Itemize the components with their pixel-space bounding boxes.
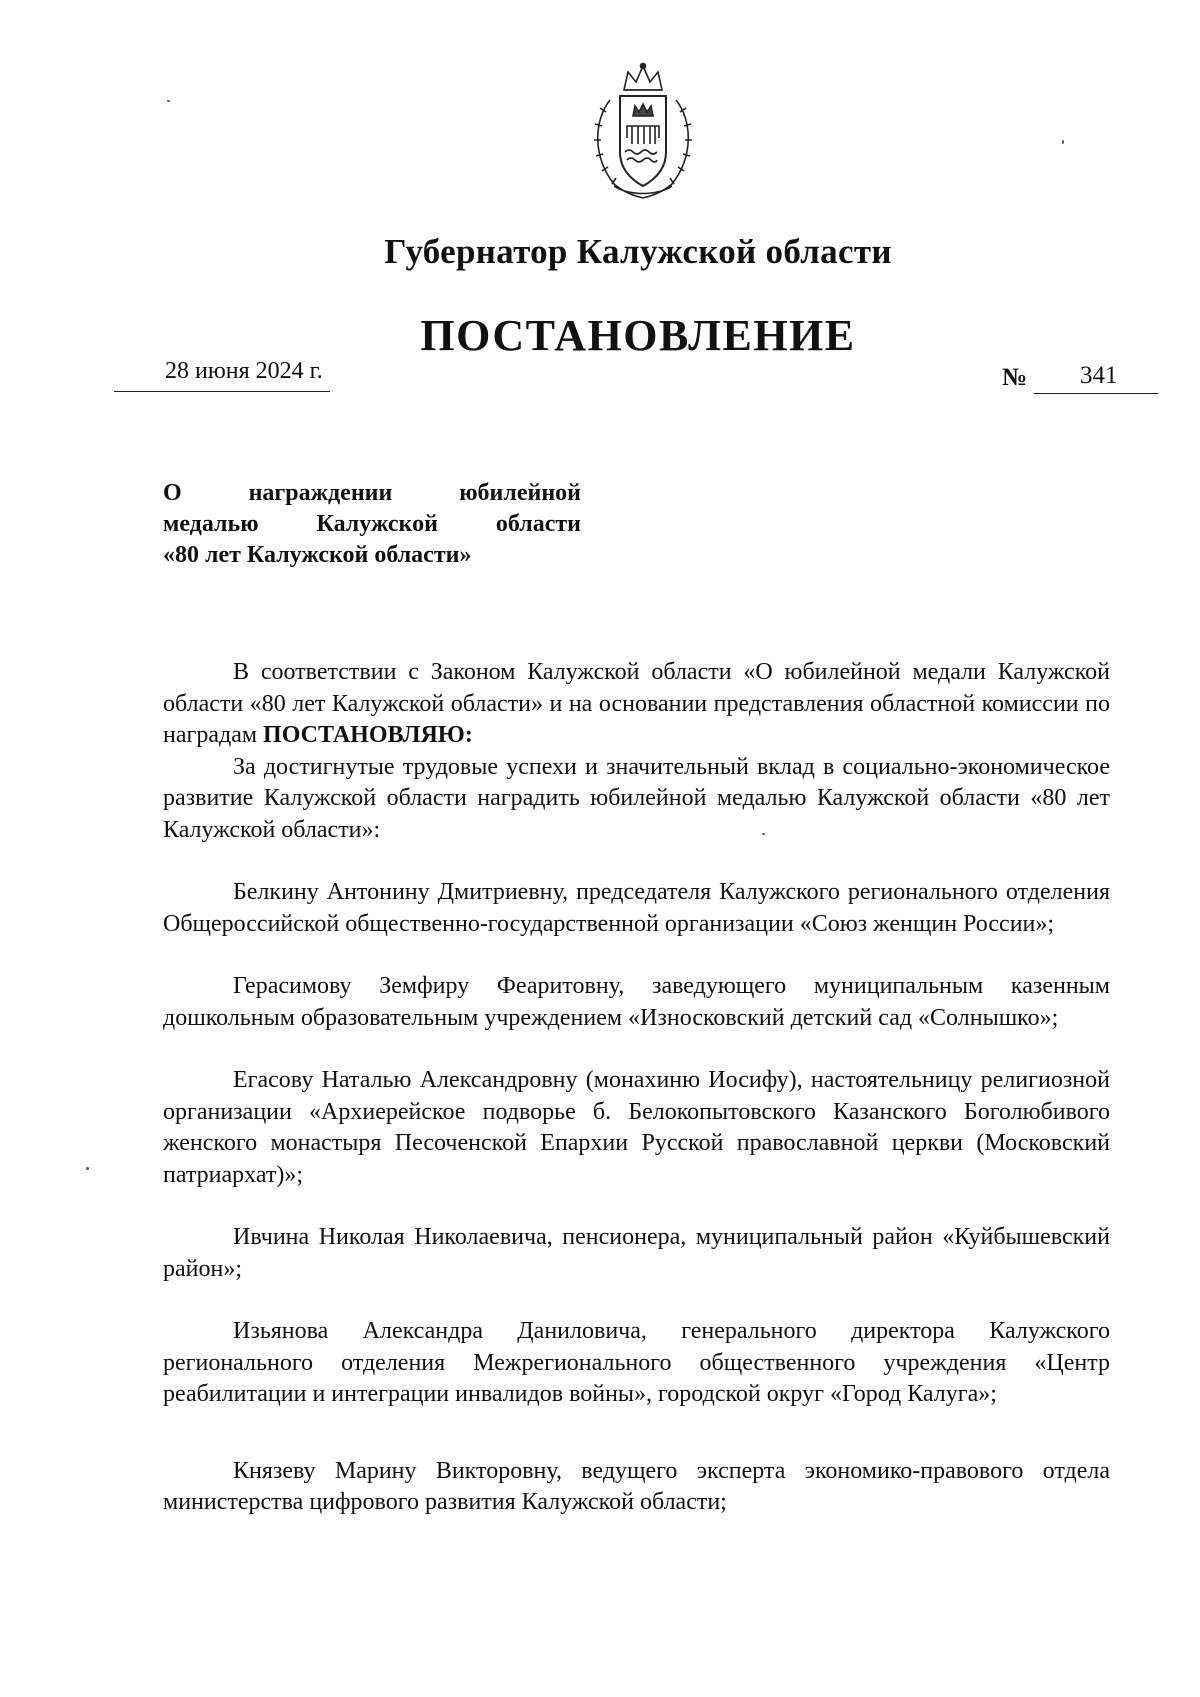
intro-text: В соответствии с Законом Калужской области «О юбилейной медали Калужской области «80 лет Калужской области» и на основании представления областной комиссии по наградам <box>163 659 1110 748</box>
awardee-paragraph: Князеву Марину Викторовну, ведущего эксперта экономико-правового отдела министерства цифрового развития Калужской области; <box>163 1457 1110 1515</box>
awardee-paragraph: Ивчина Николая Николаевича, пенсионера, муниципальный район «Куйбышевский район»; <box>163 1224 1110 1282</box>
scan-speck <box>1062 140 1064 144</box>
document-body <box>163 657 1110 1519</box>
number-sign: № <box>1002 364 1028 391</box>
scan-speck <box>167 100 170 102</box>
subject-line: О награждении юбилейной <box>163 480 581 506</box>
subject-line: медалью Калужской области <box>163 511 581 537</box>
awardee-paragraph: Герасимову Земфиру Феаритовну, заведующего муниципальным казенным дошкольным образовательным учреждением «Износковский детский сад «Солнышко»; <box>163 973 1110 1031</box>
document-number: 341 <box>1080 362 1118 389</box>
coat-of-arms-emblem <box>580 60 706 202</box>
issuing-authority: Губернатор Калужской области <box>384 232 892 271</box>
awardee-paragraph: Изьянова Александра Даниловича, генерального директора Калужского регионального отделения Межрегионального общественного учреждения «Центр реабилитации и интеграции инвалидов войны», городской округ «Город Калуга»; <box>163 1318 1110 1407</box>
decree-word: ПОСТАНОВЛЯЮ: <box>263 722 473 748</box>
award-paragraph: За достигнутые трудовые успехи и значительный вклад в социально-экономическое развитие Калужской области наградить юбилейной медалью Калужской области «80 лет Калужской области»: <box>163 753 1110 843</box>
date-underline <box>114 391 330 392</box>
subject-line: «80 лет Калужской области» <box>163 542 472 568</box>
awardee-paragraph: Белкину Антонину Дмитриевну, председателя Калужского регионального отделения Общероссийской общественно-государственной организации «Союз женщин России»; <box>163 879 1110 937</box>
scan-speck <box>86 1167 89 1170</box>
document-date: 28 июня 2024 г. <box>165 358 323 384</box>
awardee-paragraph: Егасову Наталью Александровну (монахиню Иосифу), настоятельницу религиозной организации «Архиерейское подворье б. Белокопытовского Казанского Боголюбивого женского монастыря Песоченской Епархии Русской православной церкви (Московский патриархат)»; <box>163 1067 1110 1188</box>
intro-paragraph <box>163 657 1110 752</box>
document-subject <box>163 478 581 571</box>
number-underline <box>1034 393 1158 394</box>
scan-speck <box>762 833 765 835</box>
document-type-title: ПОСТАНОВЛЕНИЕ <box>420 311 856 360</box>
